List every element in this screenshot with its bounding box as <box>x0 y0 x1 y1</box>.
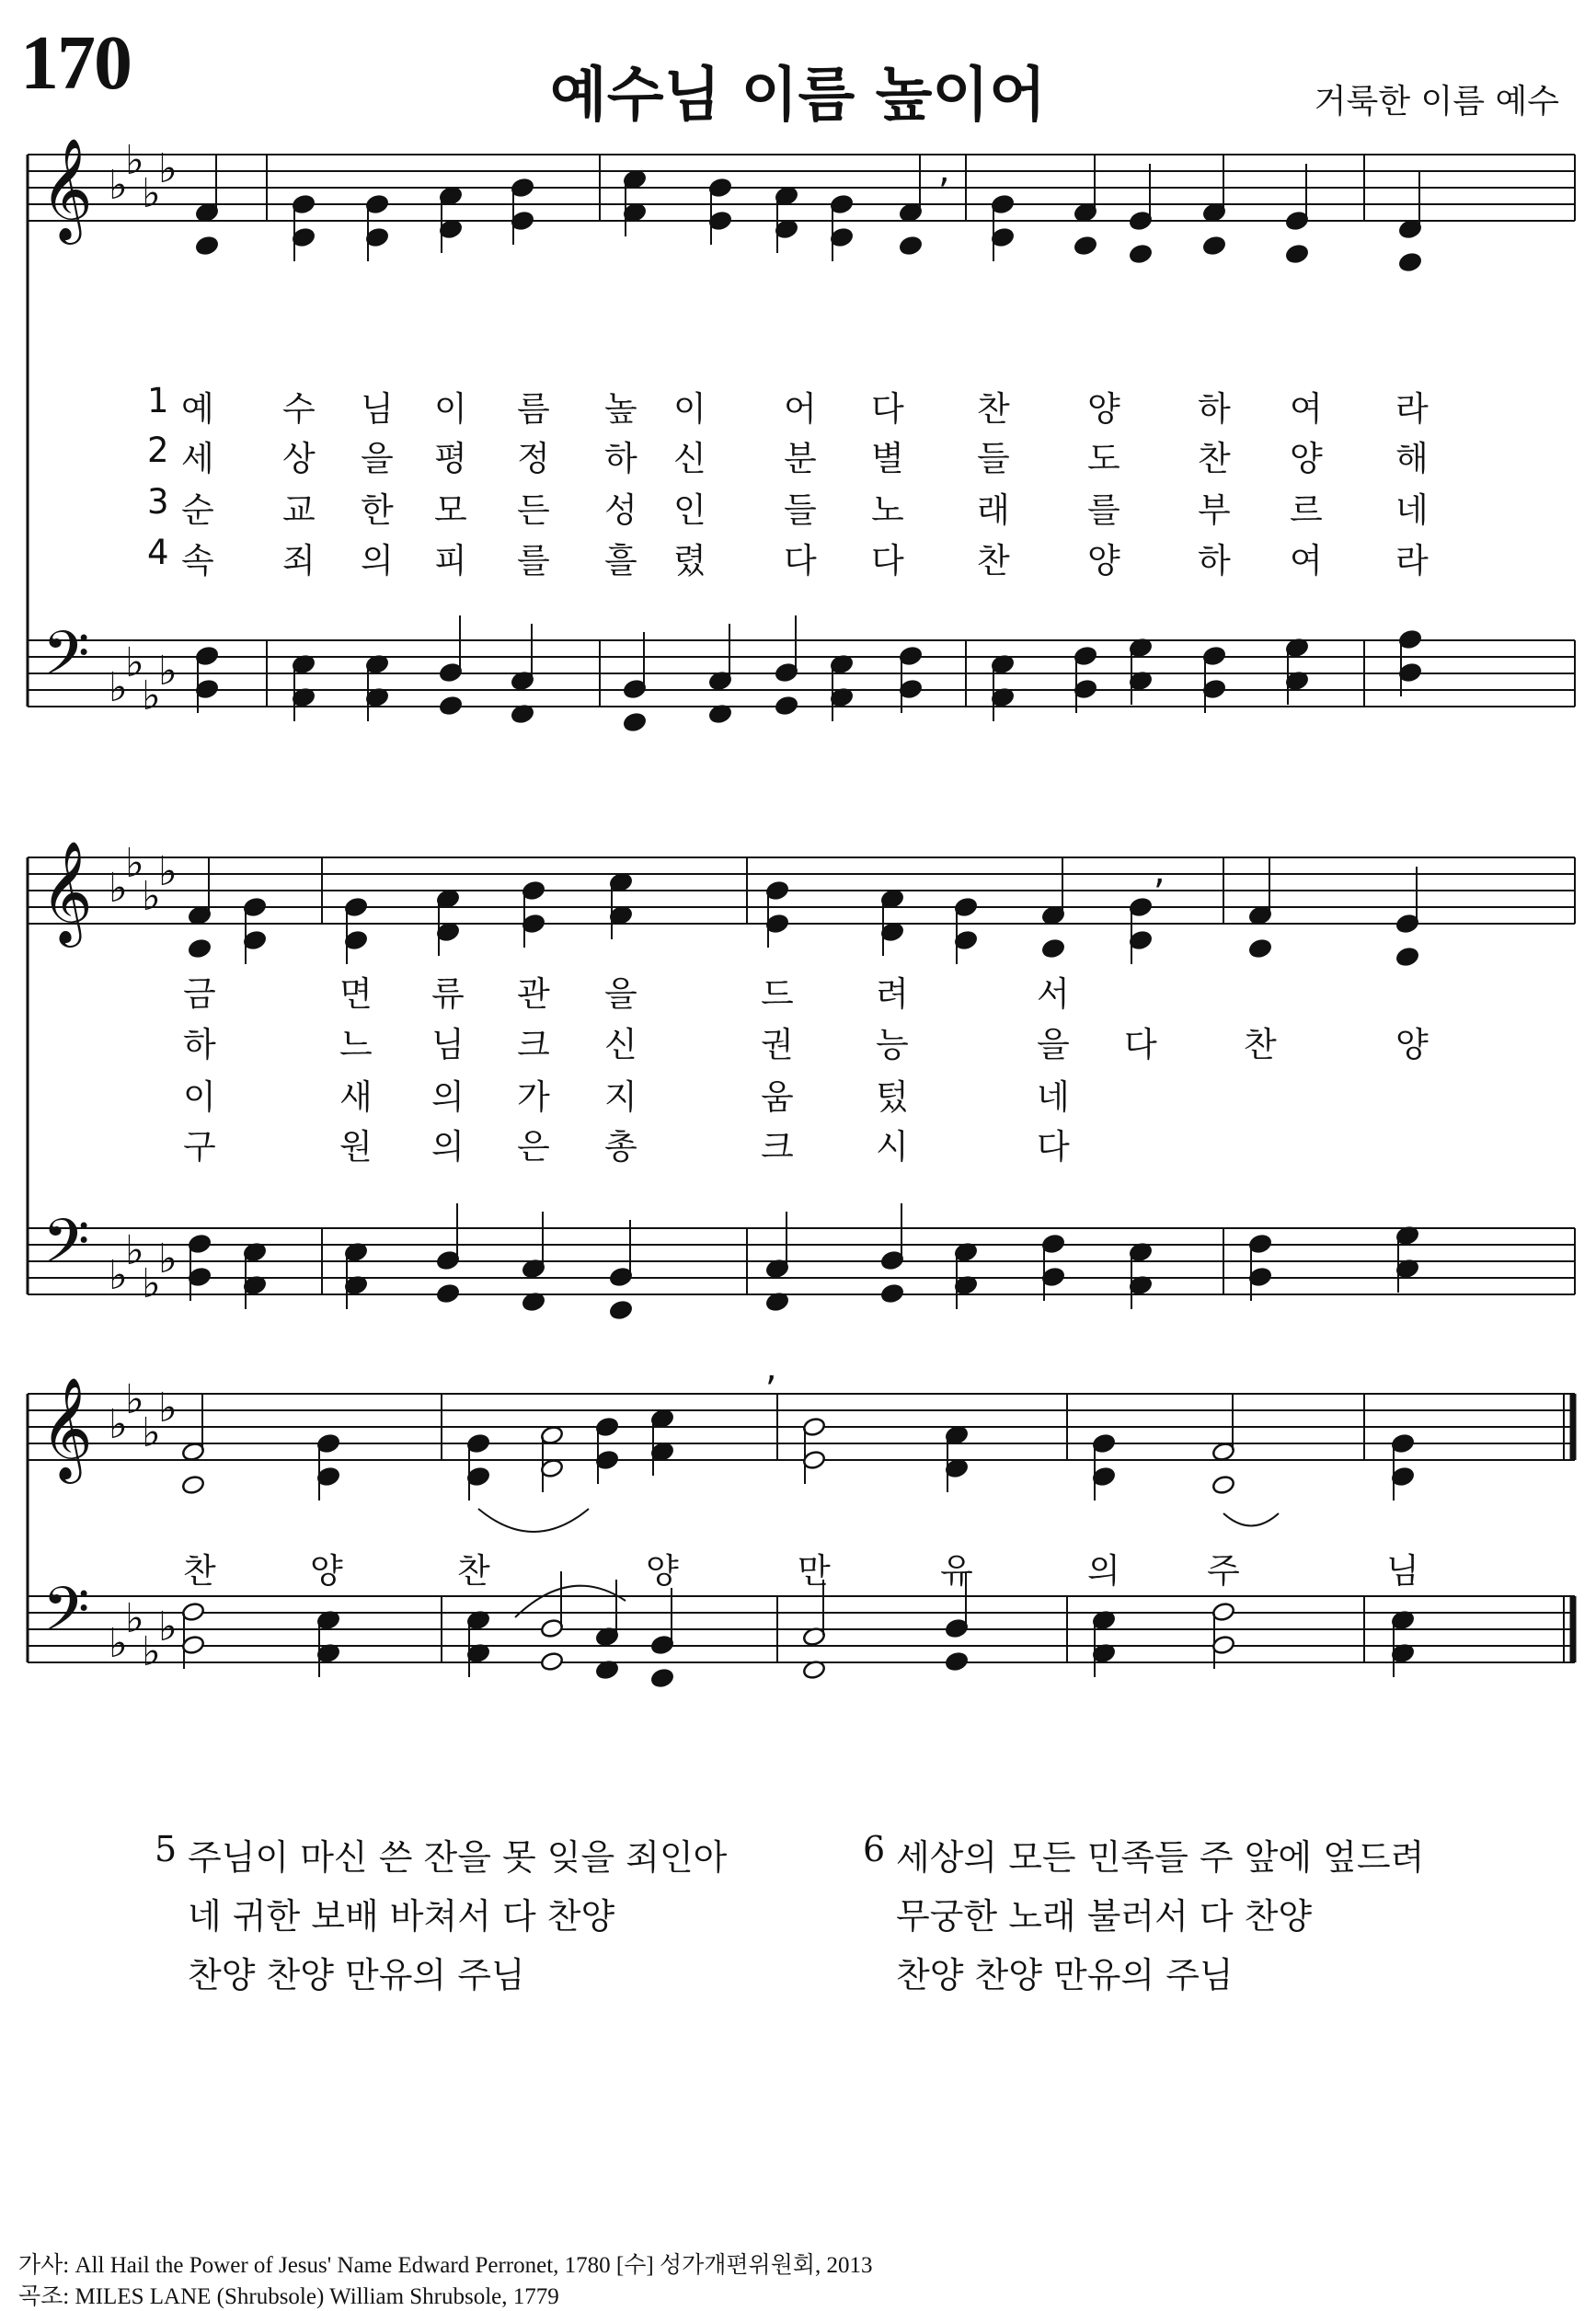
verse-2-line-2-syllable: 신 <box>604 1025 637 1064</box>
verse-2-line-2-syllable: 권 <box>761 1025 794 1064</box>
verse-4-syllable: 흘 <box>604 541 637 581</box>
verse-2-syllable: 별 <box>871 439 904 478</box>
verse-2-line-2-syllable: 하 <box>183 1025 216 1064</box>
verse-3-syllable: 인 <box>673 490 706 530</box>
alto-note <box>181 1475 205 1496</box>
verse-2-syllable: 정 <box>517 439 550 478</box>
verse-3-syllable: 순 <box>181 490 214 530</box>
flat-sign: ♭ <box>125 1227 144 1274</box>
verse-2-line-2-syllable: 님 <box>431 1025 465 1064</box>
bass-clef: 𝄢 <box>42 618 90 704</box>
verse-1-syllable: 어 <box>784 389 817 429</box>
verse-4-syllable: 의 <box>361 541 394 581</box>
slur <box>478 1509 589 1532</box>
verse-1-line-2-syllable: 드 <box>761 974 794 1014</box>
flat-sign: ♭ <box>158 145 178 192</box>
verse-6-number: 6 <box>863 1829 886 1869</box>
verse-2-syllable: 하 <box>604 439 637 478</box>
verse-5-number: 5 <box>155 1829 178 1869</box>
verse-3-syllable: 부 <box>1198 490 1231 530</box>
verse-3-syllable: 성 <box>604 490 637 530</box>
verse-1-syllable: 양 <box>1087 389 1120 429</box>
breath-mark: , <box>1154 850 1165 892</box>
refrain-syllable: 양 <box>646 1551 679 1591</box>
verse-3-syllable: 모 <box>434 490 467 530</box>
verse-3-line-2-syllable: 의 <box>431 1077 465 1117</box>
alto-note <box>899 236 923 257</box>
verse-3-syllable: 르 <box>1290 490 1323 530</box>
alto-note <box>1129 244 1153 265</box>
verse-4-syllable: 를 <box>517 541 550 581</box>
verse-1-syllable: 님 <box>361 389 394 429</box>
verse-4-syllable: 렸 <box>673 541 706 581</box>
flat-sign: ♭ <box>109 1401 128 1448</box>
tenor-note <box>945 1651 969 1673</box>
verse-number: 3 <box>147 482 169 522</box>
refrain-syllable: 주 <box>1207 1551 1240 1591</box>
flat-sign: ♭ <box>125 1376 144 1423</box>
verse-1-syllable: 하 <box>1198 389 1231 429</box>
treble-clef: 𝄞 <box>40 840 93 943</box>
alto-note <box>1398 252 1422 273</box>
flat-sign: ♭ <box>109 162 128 209</box>
flat-sign: ♭ <box>109 664 128 711</box>
verse-4-syllable: 속 <box>181 541 214 581</box>
alto-note <box>1211 1475 1235 1496</box>
verse-3-line-2-syllable: 가 <box>517 1077 550 1117</box>
verse-2-line-2-syllable: 크 <box>517 1025 550 1064</box>
alto-note <box>188 938 212 960</box>
verse-1-syllable: 다 <box>871 389 904 429</box>
verse-4-line-2-syllable: 은 <box>517 1127 550 1167</box>
tenor-note <box>436 1283 460 1305</box>
flat-sign: ♭ <box>125 840 144 887</box>
tenor-note <box>650 1668 674 1689</box>
alto-note <box>195 236 219 257</box>
verse-3-line-2-syllable: 네 <box>1037 1077 1070 1117</box>
verse-1-line-2-syllable: 관 <box>517 974 550 1014</box>
flat-sign: ♭ <box>142 873 161 920</box>
refrain-syllable: 유 <box>940 1551 973 1591</box>
verse-1-syllable: 찬 <box>977 389 1010 429</box>
verse-2-line-2-syllable: 양 <box>1395 1025 1429 1064</box>
flat-sign: ♭ <box>109 1620 128 1667</box>
verse-4-line-2-syllable: 크 <box>761 1127 794 1167</box>
flat-sign: ♭ <box>142 1628 161 1675</box>
alto-note <box>1395 947 1419 968</box>
flat-sign: ♭ <box>109 865 128 912</box>
verse-6-line-3: 찬양 찬양 만유의 주님 <box>896 1955 1234 1995</box>
verse-4-line-2-syllable: 의 <box>431 1127 465 1167</box>
hymn-title: 예수님 이름 높이어 <box>549 62 1047 130</box>
verse-3-syllable: 래 <box>977 490 1010 530</box>
refrain-syllable: 양 <box>310 1551 343 1591</box>
tenor-note <box>623 712 647 733</box>
verse-4-line-2-syllable: 원 <box>339 1127 373 1167</box>
verse-3-syllable: 를 <box>1087 490 1120 530</box>
verse-2-syllable: 신 <box>673 439 706 478</box>
verse-number: 1 <box>147 381 169 420</box>
alto-note <box>1041 938 1065 960</box>
tenor-note <box>439 696 463 717</box>
verse-6-line-1: 세상의 모든 민족들 주 앞에 엎드려 <box>896 1837 1425 1878</box>
verse-4-syllable: 죄 <box>282 541 316 581</box>
verse-2-line-2-syllable: 능 <box>876 1025 909 1064</box>
verse-5-line-3: 찬양 찬양 만유의 주님 <box>188 1955 525 1995</box>
verse-3-syllable: 들 <box>784 490 817 530</box>
flat-sign: ♭ <box>142 170 161 217</box>
verse-5-line-1: 주님이 마신 쓴 잔을 못 잊을 죄인아 <box>188 1837 728 1878</box>
verse-3-syllable: 든 <box>517 490 550 530</box>
verse-3-line-2-syllable: 움 <box>761 1077 794 1117</box>
verse-3-line-2-syllable: 텄 <box>876 1077 909 1117</box>
verse-1-line-2-syllable: 면 <box>339 974 373 1014</box>
verse-1-line-2-syllable: 려 <box>876 974 909 1014</box>
verse-1-syllable: 예 <box>181 389 214 429</box>
flat-sign: ♭ <box>109 1252 128 1299</box>
verse-3-syllable: 한 <box>361 490 394 530</box>
verse-2-syllable: 찬 <box>1198 439 1231 478</box>
verse-1-line-2-syllable: 서 <box>1037 974 1070 1014</box>
refrain-syllable: 찬 <box>183 1551 216 1591</box>
verse-2-syllable: 양 <box>1290 439 1323 478</box>
verse-number: 2 <box>147 431 169 470</box>
flat-sign: ♭ <box>125 1595 144 1642</box>
verse-1-syllable: 이 <box>434 389 467 429</box>
verse-3-syllable: 네 <box>1395 490 1429 530</box>
verse-3-line-2-syllable: 새 <box>339 1077 373 1117</box>
flat-sign: ♭ <box>158 848 178 895</box>
lyrics-credit: 가사: All Hail the Power of Jesus' Name Edward Perronet, 1780 [수] 성가개편위원회, 2013 <box>18 2253 873 2278</box>
alto-note <box>1202 236 1226 257</box>
verse-2-line-2-syllable: 찬 <box>1244 1025 1277 1064</box>
tenor-note <box>880 1283 904 1305</box>
verse-4-syllable: 라 <box>1395 541 1429 581</box>
breath-mark: , <box>938 149 950 191</box>
flat-sign: ♭ <box>125 639 144 686</box>
verse-1-line-2-syllable: 류 <box>431 974 465 1014</box>
verse-4-syllable: 양 <box>1087 541 1120 581</box>
alto-note <box>1285 244 1309 265</box>
tune-credit: 곡조: MILES LANE (Shrubsole) William Shrubsole, 1779 <box>18 2284 559 2309</box>
hymn-subtitle: 거룩한 이름 예수 <box>1314 83 1559 121</box>
tenor-note <box>540 1651 564 1673</box>
verse-2-syllable: 해 <box>1395 439 1429 478</box>
tenor-note <box>609 1300 633 1321</box>
tenor-note <box>775 696 798 717</box>
verse-4-syllable: 하 <box>1198 541 1231 581</box>
verse-4-line-2-syllable: 구 <box>183 1127 216 1167</box>
verse-2-syllable: 세 <box>181 439 214 478</box>
verse-2-syllable: 평 <box>434 439 467 478</box>
alto-note <box>1074 236 1097 257</box>
bass-clef: 𝄢 <box>42 1206 90 1292</box>
flat-sign: ♭ <box>142 1260 161 1307</box>
verse-1-syllable: 수 <box>282 389 316 429</box>
verse-4-line-2-syllable: 다 <box>1037 1127 1070 1167</box>
verse-2-line-2-syllable: 느 <box>339 1025 373 1064</box>
flat-sign: ♭ <box>158 1385 178 1431</box>
verse-1-syllable: 라 <box>1395 389 1429 429</box>
verse-4-line-2-syllable: 총 <box>604 1127 637 1167</box>
verse-5-line-2: 네 귀한 보배 바쳐서 다 찬양 <box>188 1896 615 1937</box>
breath-mark: , <box>765 1347 777 1389</box>
refrain-syllable: 의 <box>1087 1551 1120 1591</box>
verse-3-syllable: 노 <box>871 490 904 530</box>
refrain-syllable: 님 <box>1386 1551 1419 1591</box>
verse-1-line-2-syllable: 을 <box>604 974 637 1014</box>
treble-clef: 𝄞 <box>40 1376 93 1479</box>
verse-2-syllable: 을 <box>361 439 394 478</box>
verse-1-syllable: 높 <box>604 389 637 429</box>
verse-4-line-2-syllable: 시 <box>876 1127 909 1167</box>
verse-3-line-2-syllable: 이 <box>183 1077 216 1117</box>
verse-3-line-2-syllable: 지 <box>604 1077 637 1117</box>
verse-2-syllable: 들 <box>977 439 1010 478</box>
flat-sign: ♭ <box>158 1236 178 1282</box>
verse-4-syllable: 다 <box>871 541 904 581</box>
alto-note <box>1248 938 1272 960</box>
verse-1-syllable: 름 <box>517 389 550 429</box>
flat-sign: ♭ <box>142 1409 161 1456</box>
verse-1-syllable: 이 <box>673 389 706 429</box>
treble-clef: 𝄞 <box>40 137 93 240</box>
verse-2-syllable: 도 <box>1087 439 1120 478</box>
verse-number: 4 <box>147 533 169 572</box>
bass-clef: 𝄢 <box>42 1574 90 1660</box>
verse-4-syllable: 다 <box>784 541 817 581</box>
hymn-number: 170 <box>20 20 131 106</box>
refrain-syllable: 찬 <box>457 1551 490 1591</box>
refrain-syllable: 만 <box>798 1551 831 1591</box>
slur <box>1223 1513 1279 1526</box>
verse-4-syllable: 찬 <box>977 541 1010 581</box>
flat-sign: ♭ <box>125 137 144 184</box>
verse-2-syllable: 상 <box>282 439 316 478</box>
verse-1-line-2-syllable: 금 <box>183 974 216 1014</box>
verse-2-line-2-syllable: 다 <box>1124 1025 1157 1064</box>
verse-4-syllable: 여 <box>1290 541 1323 581</box>
flat-sign: ♭ <box>158 648 178 695</box>
verse-3-syllable: 교 <box>282 490 316 530</box>
verse-6-line-2: 무궁한 노래 불러서 다 찬양 <box>896 1896 1313 1937</box>
flat-sign: ♭ <box>158 1604 178 1650</box>
verse-2-syllable: 분 <box>784 439 817 478</box>
verse-4-syllable: 피 <box>434 541 467 581</box>
verse-1-syllable: 여 <box>1290 389 1323 429</box>
verse-2-line-2-syllable: 을 <box>1037 1025 1070 1064</box>
flat-sign: ♭ <box>142 673 161 719</box>
